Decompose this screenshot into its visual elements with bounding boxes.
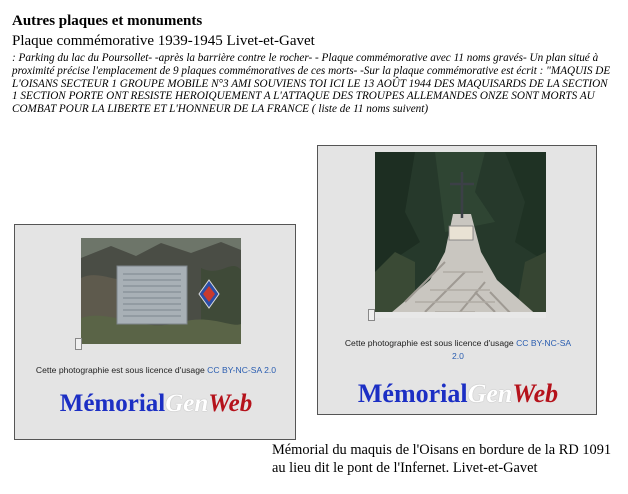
logo-part-memorial: Mémorial [59, 390, 166, 417]
logo-part-gen: Gen [467, 379, 513, 408]
monument-photo[interactable] [375, 152, 546, 318]
license-notice [318, 337, 598, 363]
memorialgenweb-logo[interactable] [318, 379, 598, 409]
license-text: Cette photographie est sous licence d'usage [344, 338, 517, 348]
photo-card-monument [317, 145, 597, 415]
logo-part-memorial: Mémorial [357, 379, 468, 408]
license-link[interactable]: CC BY-NC-SA [516, 338, 572, 348]
license-link-version[interactable]: 2.0 [452, 351, 464, 361]
memorialgenweb-logo[interactable] [15, 390, 297, 418]
license-notice [15, 364, 297, 377]
logo-part-web: Web [208, 390, 253, 417]
photo-card-plaque [14, 224, 296, 440]
photo-resize-handle[interactable] [368, 309, 375, 321]
license-link[interactable]: CC BY-NC-SA 2.0 [207, 365, 277, 375]
logo-part-web: Web [512, 379, 559, 408]
logo-part-gen: Gen [165, 390, 209, 417]
plaque-photo[interactable] [81, 238, 241, 344]
plaque-description: : Parking du lac du Poursollet- -après la barrière contre le rocher- - Plaque commémorative avec 11 noms gravés- Un plan situé à proximité précise l'emplacement de 9 plaques commémoratives de ces morts- -Sur la plaque commémorative est écrit : "MAQUIS DE L'OISANS SECTEUR 1 GROUPE MOBILE N°3 AMI SOUVIENS TOI ICI LE 13 AOÛT 1944 DES MAQUISARDS DE LA SECTION 1 SECTION PORTE ONT RESISTE HEROIQUEMENT A L'ATTAQUE DES TROUPES ALLEMANDES ONZE SONT MORTS AU COMBAT POUR LA LIBERTE ET L'HONNEUR DE LA FRANCE ( liste de 11 noms suivent) [12, 52, 611, 116]
photo-resize-handle[interactable] [75, 338, 82, 350]
monument-caption: Mémorial du maquis de l'Oisans en bordure de la RD 1091 au lieu dit le pont de l'Infernet. Livet-et-Gavet [272, 442, 612, 476]
plaque-title: Plaque commémorative 1939-1945 Livet-et-Gavet [12, 33, 315, 49]
section-heading: Autres plaques et monuments [12, 13, 203, 29]
license-text: Cette photographie est sous licence d'usage [35, 365, 208, 375]
